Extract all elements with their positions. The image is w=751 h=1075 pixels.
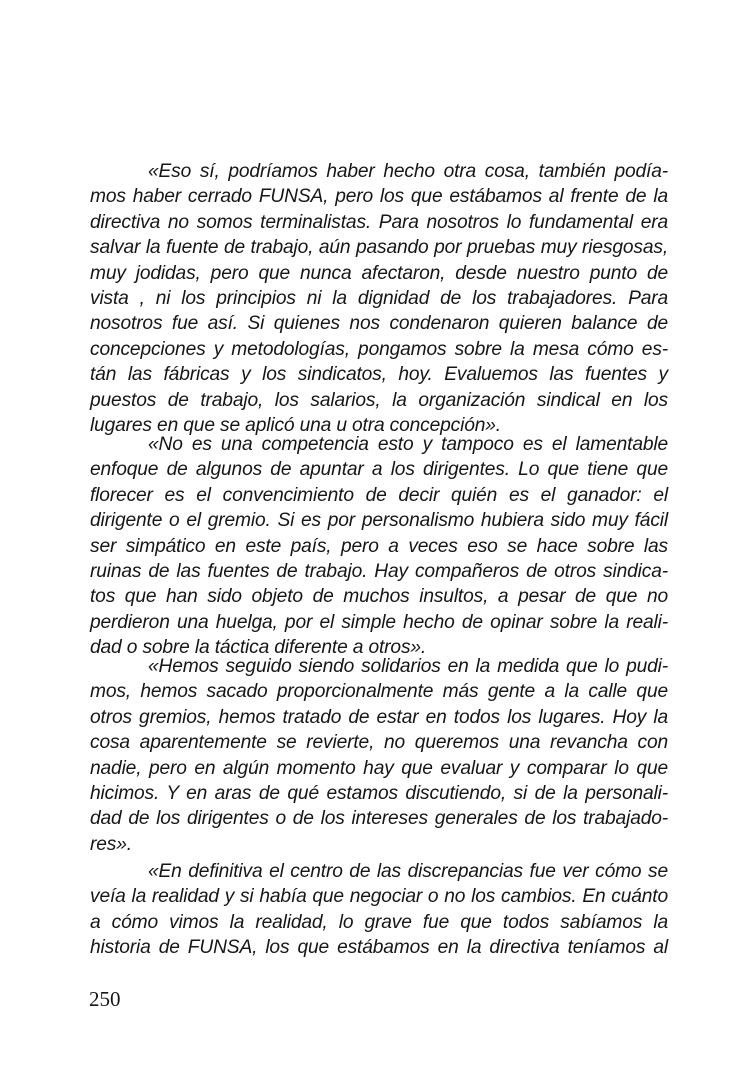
text-line: «En definitiva el centro de las discrepancias fue ver cómo se <box>148 861 668 882</box>
text-line: ser simpático en este país, pero a veces eso se hace sobre las <box>90 535 668 557</box>
text-line: hicimos. Y en aras de qué estamos discutiendo, si de la personali- <box>90 782 668 804</box>
text-line: «No es una competencia esto y tampoco es el lamentable <box>148 434 668 455</box>
text-line: vista , ni los principios ni la dignidad de los trabajadores. Para <box>90 287 668 309</box>
paragraph-4 <box>90 859 668 961</box>
text-line: enfoque de algunos de apuntar a los dirigentes. Lo que tiene que <box>90 459 668 481</box>
text-line: muy jodidas, pero que nunca afectaron, desde nuestro punto de <box>90 262 668 284</box>
text-line: cosa aparentemente se revierte, no queremos una revancha con <box>90 732 668 754</box>
text-line: concepciones y metodologías, pongamos sobre la mesa cómo es- <box>90 338 668 360</box>
text-line: dad de los dirigentes o de los intereses generales de los trabajado- <box>90 808 668 830</box>
text-line: tán las fábricas y los sindicatos, hoy. Evaluemos las fuentes y <box>90 364 668 386</box>
text-line: directiva no somos terminalistas. Para nosotros lo fundamental era <box>90 211 668 233</box>
text-line: puestos de trabajo, los salarios, la organización sindical en los <box>90 389 668 411</box>
text-line: salvar la fuente de trabajo, aún pasando por pruebas muy riesgosas, <box>90 237 668 259</box>
text-line: nosotros fue así. Si quienes nos condenaron quieren balance de <box>90 313 668 335</box>
text-line: dirigente o el gremio. Si es por personalismo hubiera sido muy fácil <box>90 510 668 532</box>
text-line: ruinas de las fuentes de trabajo. Hay compañeros de otros sindica- <box>90 560 668 582</box>
page-number: 250 <box>89 987 121 1011</box>
text-line: mos, hemos sacado proporcionalmente más gente a la calle que <box>90 681 668 703</box>
text-line: mos haber cerrado FUNSA, pero los que estábamos al frente de la <box>90 186 668 208</box>
text-line: «Eso sí, podríamos haber hecho otra cosa, también podía- <box>148 161 668 182</box>
text-line: florecer es el convencimiento de decir quién es el ganador: el <box>90 484 668 506</box>
text-line: a cómo vimos la realidad, lo grave fue que todos sabíamos la <box>90 911 668 933</box>
text-line: lugares en que se aplicó una u otra concepción». <box>90 414 501 436</box>
text-line: «Hemos seguido siendo solidarios en la medida que lo pudi- <box>148 656 668 677</box>
paragraph-1 <box>90 159 668 438</box>
text-line: otros gremios, hemos tratado de estar en todos los lugares. Hoy la <box>90 706 668 728</box>
paragraph-2 <box>90 432 668 661</box>
text-line: nadie, pero en algún momento hay que evaluar y comparar lo que <box>90 757 668 779</box>
text-line: res». <box>90 833 132 855</box>
text-line: historia de FUNSA, los que estábamos en la directiva teníamos al <box>90 937 668 959</box>
text-line: tos que han sido objeto de muchos insultos, a pesar de que no <box>90 586 668 608</box>
paragraph-3 <box>90 654 668 857</box>
text-line: perdieron una huelga, por el simple hecho de opinar sobre la reali- <box>90 611 668 633</box>
text-line: veía la realidad y si había que negociar o no los cambios. En cuánto <box>90 886 668 908</box>
text-line: dad o sobre la táctica diferente a otros». <box>90 637 427 659</box>
